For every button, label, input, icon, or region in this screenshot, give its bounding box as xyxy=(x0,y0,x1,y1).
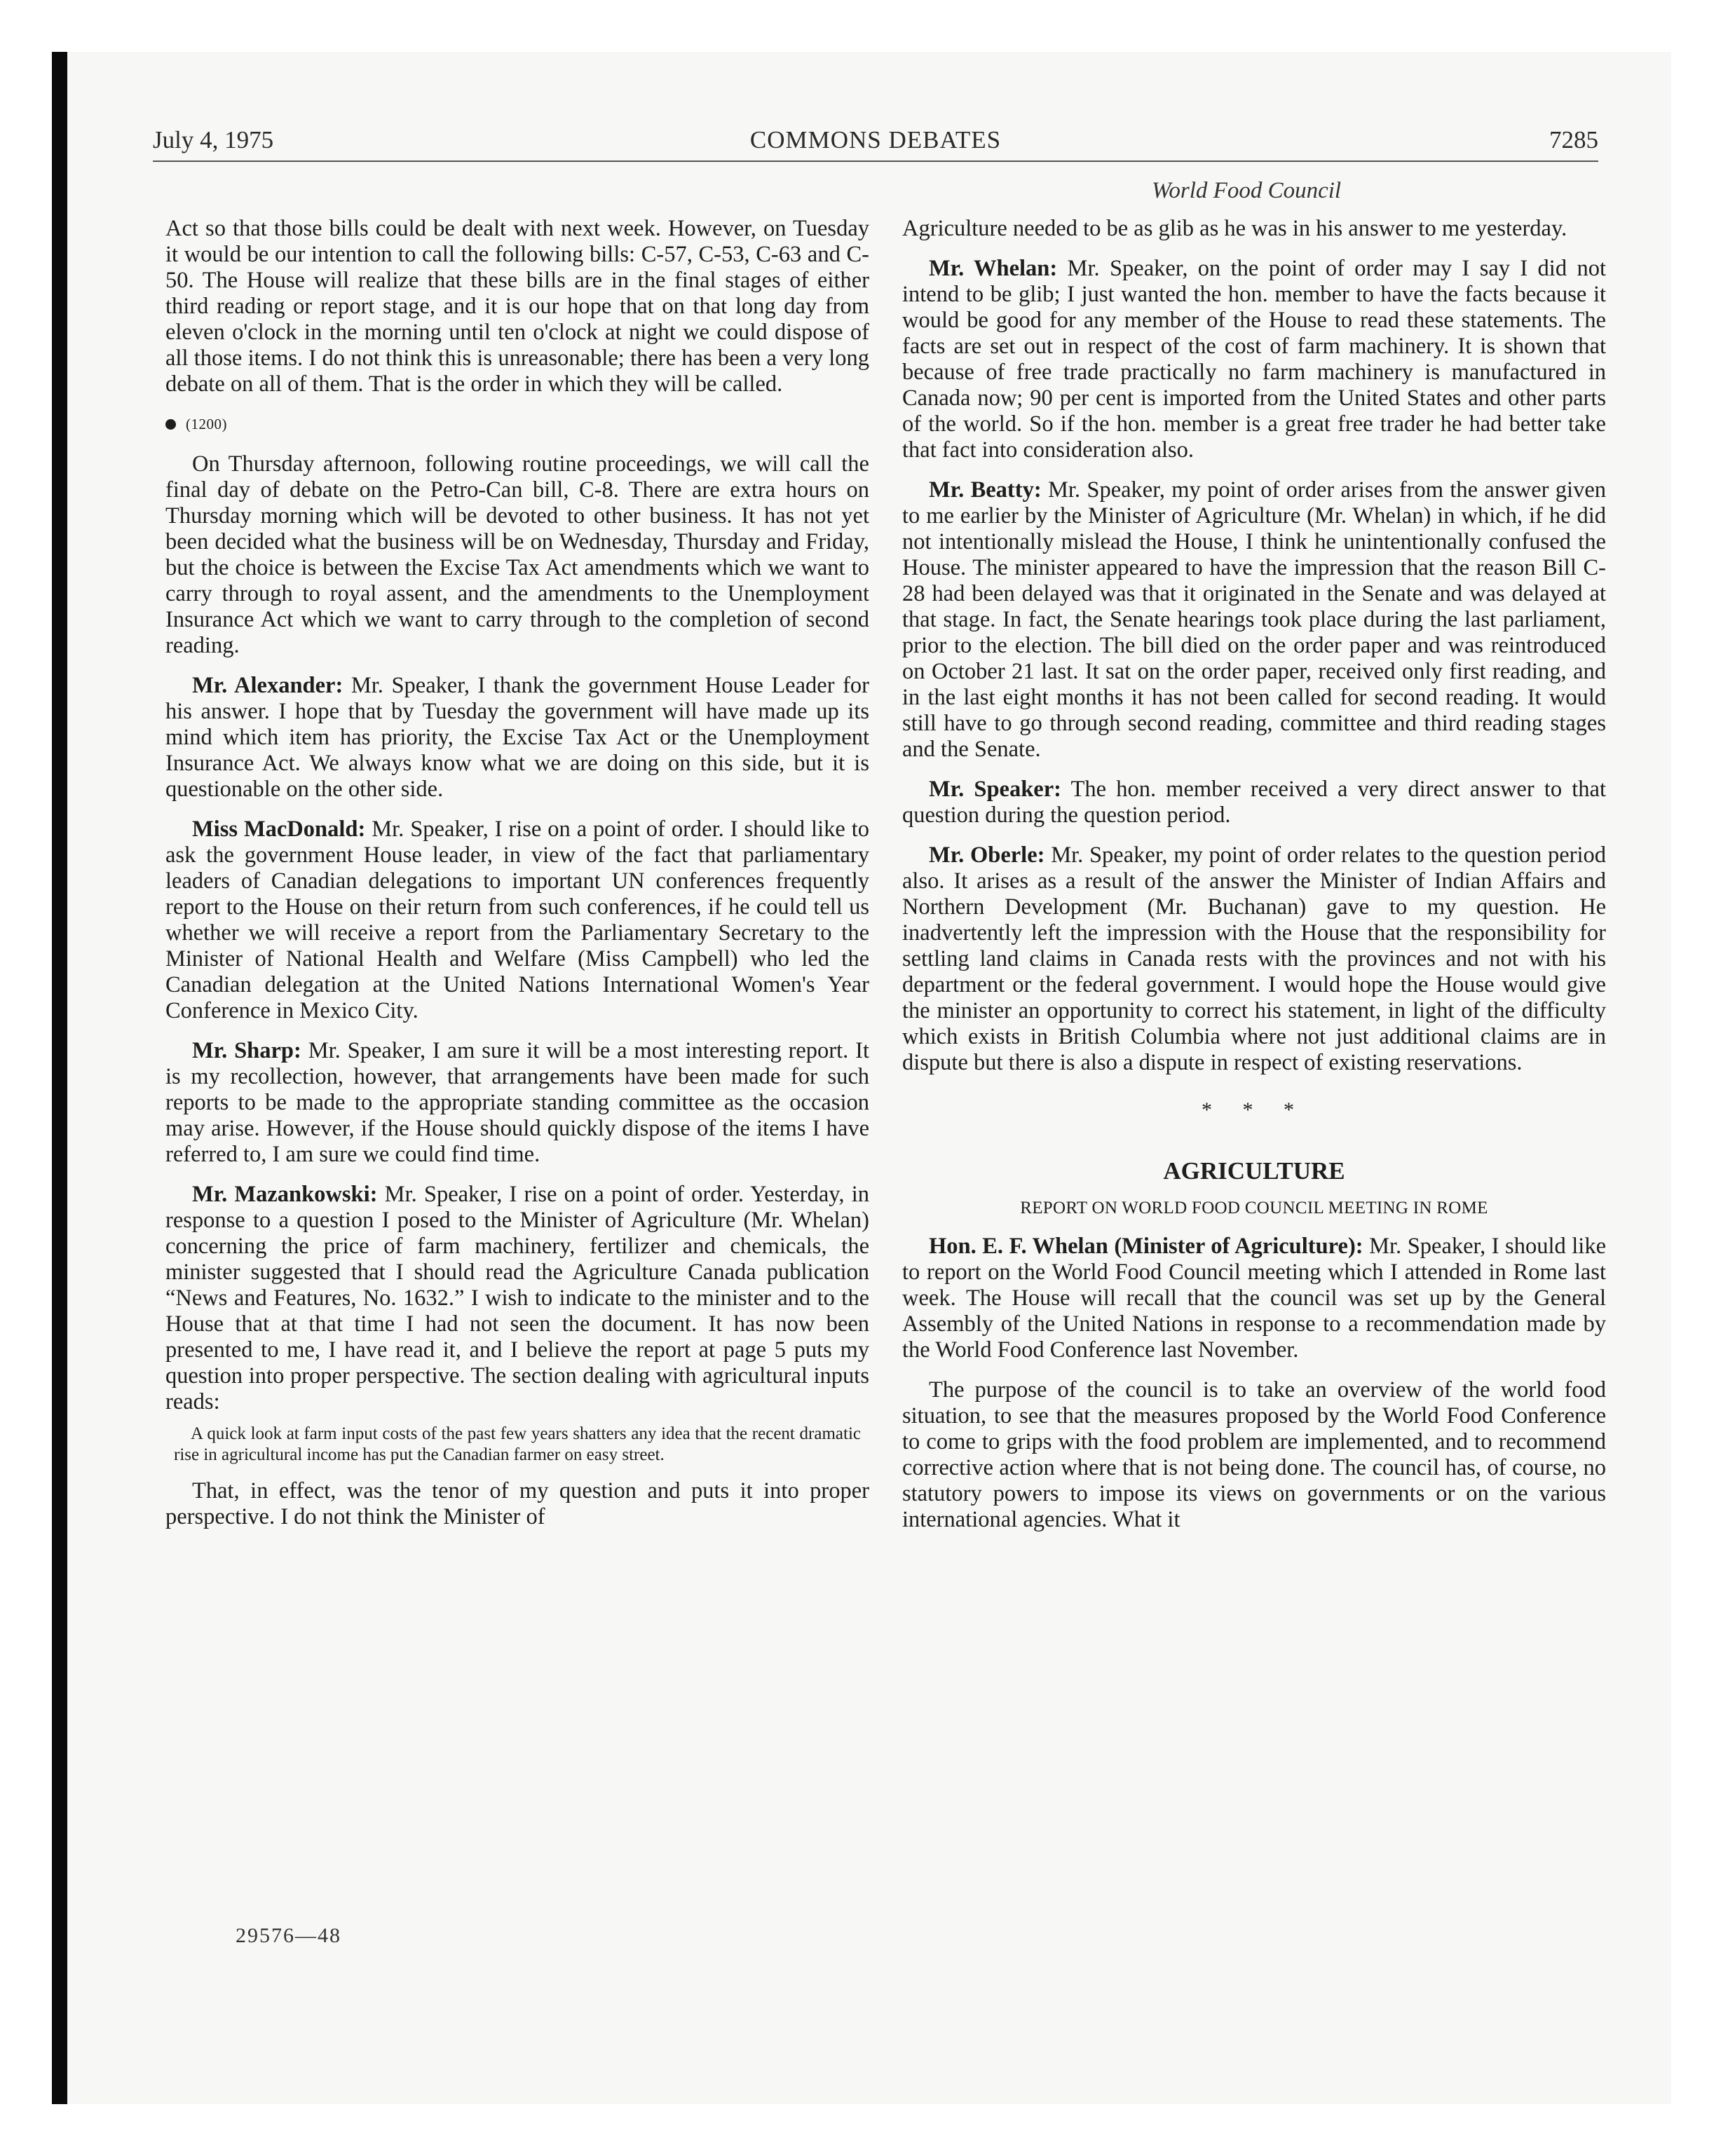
speech-speaker xyxy=(902,777,1606,828)
speaker-name: Mr. Mazankowski: xyxy=(192,1182,378,1207)
speech-text: Mr. Speaker, on the point of order may I say I did not intend to be glib; I just wanted the hon. member to have the facts because it would be good for any member of the House to read these statements. The facts are set out in respect of the cost of farm machinery. It is shown that because of free trade practically no farm machinery is manufactured in Canada now; 90 per cent is imported from the United States and other parts of the world. So if the hon. member is a great free trader he had better take that fact into consideration also. xyxy=(902,256,1606,463)
speaker-name: Miss MacDonald: xyxy=(192,817,366,842)
speech-whelan xyxy=(902,256,1606,463)
section-separator: * * * xyxy=(1202,1098,1307,1121)
speaker-name: Hon. E. F. Whelan (Minister of Agriculture): xyxy=(929,1234,1363,1259)
left-column xyxy=(165,216,869,1544)
speaker-name: Mr. Whelan: xyxy=(929,256,1058,281)
speech-text: The hon. member received a very direct answer to that question during the question period. xyxy=(902,777,1606,828)
footer-code: 29576—48 xyxy=(236,1924,341,1947)
time-marker xyxy=(165,411,869,437)
binding-edge xyxy=(52,52,67,2104)
speech-whelan-report xyxy=(902,1234,1606,1363)
time-marker-text: (1200) xyxy=(186,416,227,432)
speaker-name: Mr. Speaker: xyxy=(929,777,1061,802)
header-rule xyxy=(153,161,1598,162)
header-date: July 4, 1975 xyxy=(153,126,274,153)
header-page-number: 7285 xyxy=(1549,126,1598,153)
paragraph: That, in effect, was the tenor of my question and puts it into proper perspective. I do not think the Minister of xyxy=(165,1478,869,1529)
speaker-name: Mr. Oberle: xyxy=(929,842,1045,868)
speaker-name: Mr. Beatty: xyxy=(929,477,1042,503)
paragraph-continuation: Act so that those bills could be dealt with next week. However, on Tuesday it would be our intention to call the following bills: C-57, C-53, C-63 and C-50. The House will realize that these bills are in the final stages of either third reading or report stage, and it is our hope that on that long day from eleven o'clock in the morning until ten o'clock at night we could dispose of all those items. I do not think this is unreasonable; there has been a very long debate on all of them. That is the order in which they will be called. xyxy=(165,216,869,397)
speech-text: Mr. Speaker, I am sure it will be a most interesting report. It is my recollection, however, that arrangements have been made for such reports to be made to the appropriate standing committee as the occasion may arise. However, if the House should quickly dispose of the items I have referred to, I am sure we could find time. xyxy=(165,1038,870,1167)
speech-text: Mr. Speaker, my point of order arises from the answer given to me earlier by the Minister of Agriculture (Mr. Whelan) in which, if he did not intentionally mislead the House, I think he unintentionally confused the House. The minister appeared to have the impression that the reason Bill C-28 had been delayed was that it originated in the Senate and was delayed at that stage. In fact, the Senate hearings took place during the last parliament, prior to the election. The bill died on the order paper and was reintroduced on October 21 last. It sat on the order paper, received only first reading, and in the last eight months it has not been called for second reading. It would still have to go through second reading, committee and third reading stages and the Senate. xyxy=(902,477,1607,762)
subsection-heading: REPORT ON WORLD FOOD COUNCIL MEETING IN ROME xyxy=(1020,1199,1488,1217)
speech-text: Mr. Speaker, my point of order relates to the question period also. It arises as a result of the answer the Minister of Indian Affairs and Northern Development (Mr. Buchanan) gave to my question. He inadvertently left the impression with the House that the responsibility for settling land claims in Canada rests with the provinces and not with his department or the federal government. I would hope the House would give the minister an opportunity to correct his statement, in light of the difficulty which exists in British Columbia where not just additional claims are in dispute but there is also a dispute in respect of existing reservations. xyxy=(902,842,1606,1075)
bullet-icon xyxy=(165,419,176,430)
speaker-name: Mr. Sharp: xyxy=(192,1038,301,1063)
speech-text: Mr. Speaker, I thank the government House Leader for his answer. I hope that by Tuesday the government will have made up its mind which item has priority, the Excise Tax Act or the Unemployment Insurance Act. We always know what we are doing on this side, but it is questionable on the other side. xyxy=(165,673,869,802)
speech-text: Mr. Speaker, I should like to report on the World Food Council meeting which I attended in Rome last week. The House will recall that the council was set up by the General Assembly of the United Nations in response to a recommendation made by the World Food Conference last November. xyxy=(902,1234,1606,1363)
page-header xyxy=(153,126,1598,163)
speech-alexander xyxy=(165,673,869,803)
speech-sharp xyxy=(165,1038,869,1168)
speech-text: Mr. Speaker, I rise on a point of order. Yesterday, in response to a question I posed to the Minister of Agriculture (Mr. Whelan) concerning the price of farm machinery, fertilizer and chemicals, the minister suggested that I should read the Agriculture Canada publication “News and Features, No. 1632.” I wish to indicate to the minister and to the House that at that time I had not seen the document. It has now been presented to me, I have read it, and I believe the report at page 5 puts my question into proper perspective. The section dealing with agricultural inputs reads: xyxy=(165,1182,869,1414)
speech-macdonald xyxy=(165,817,869,1024)
speech-oberle xyxy=(902,842,1606,1076)
paragraph: The purpose of the council is to take an overview of the world food situation, to see that the measures proposed by the World Food Conference to come to grips with the food problem are implemented, and to recommend corrective action where that is not being done. The council has, of course, no statutory powers to impose its views on governments or on the various international agencies. What it xyxy=(902,1377,1606,1532)
speech-mazankowski xyxy=(165,1182,869,1415)
speech-beatty xyxy=(902,477,1606,763)
speaker-name: Mr. Alexander: xyxy=(192,673,343,698)
block-quote: A quick look at farm input costs of the past few years shatters any idea that the recent dramatic rise in agricultural income has put the Canadian farmer on easy street. xyxy=(174,1424,861,1464)
paragraph-continuation: Agriculture needed to be as glib as he was in his answer to me yesterday. xyxy=(902,216,1567,241)
header-title: COMMONS DEBATES xyxy=(749,126,1002,153)
running-head: World Food Council xyxy=(1151,178,1342,203)
section-heading: AGRICULTURE xyxy=(1163,1157,1345,1185)
right-column xyxy=(902,216,1606,1547)
speech-text: Mr. Speaker, I rise on a point of order. I should like to ask the government House leader, in view of the fact that parliamentary leaders of Canadian delegations to important UN conferences frequently report to the House on their return from such conferences, if he could tell us whether we will receive a report from the Parliamentary Secretary to the Minister of National Health and Welfare (Miss Campbell) who led the Canadian delegation at the United Nations International Women's Year Conference in Mexico City. xyxy=(165,817,869,1023)
paragraph: On Thursday afternoon, following routine proceedings, we will call the final day of debate on the Petro-Can bill, C-8. There are extra hours on Thursday morning which will be devoted to other business. It has not yet been decided what the business will be on Wednesday, Thursday and Friday, but the choice is between the Excise Tax Act amendments which we want to carry through to royal assent, and the amendments to the Unemployment Insurance Act which we want to carry through to the completion of second reading. xyxy=(165,451,869,658)
